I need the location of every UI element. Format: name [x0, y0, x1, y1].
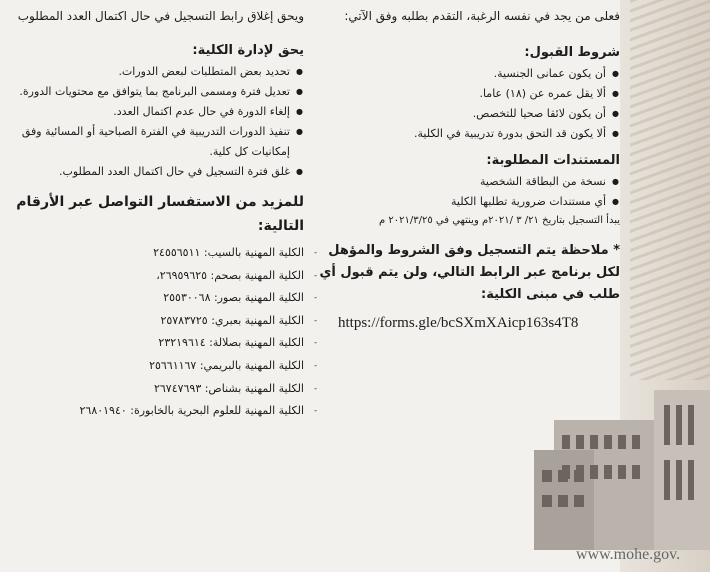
- documents-heading: المستندات المطلوبة:: [486, 153, 620, 168]
- list-item: - الكلية المهنية بصلالة: ٢٣٢١٩٦١٤: [4, 332, 304, 355]
- list-item: - الكلية المهنية بالبريمي: ٢٥٦٦١١٦٧: [4, 355, 304, 378]
- list-item: ● أن يكون لائقا صحيا للتخصص.: [318, 104, 606, 124]
- documents-list: [318, 172, 620, 212]
- college-building-image: [534, 380, 710, 550]
- registration-note: * ملاحظة يتم التسجيل وفق الشروط والمؤهل لكل برنامج عبر الرابط التالي، ولن يتم قبول أي طلب في مبنى الكلية:: [319, 243, 620, 302]
- list-item: - الكلية المهنية للعلوم البحرية بالخابورة: ٢٦٨٠١٩٤٠: [4, 400, 304, 423]
- contact-heading: للمزيد من الاستفسار التواصل عبر الأرقام التالية:: [16, 194, 304, 234]
- list-item: ● إلغاء الدورة في حال عدم اكتمال العدد.: [4, 102, 290, 122]
- list-item: ● أي مستندات ضرورية تطلبها الكلية: [318, 192, 606, 212]
- list-item: ● تنفيذ الدورات التدريبية في الفترة الصباحية أو المسائية وفق إمكانيات كل كلية.: [4, 122, 290, 162]
- list-item: ● نسخة من البطاقة الشخصية: [318, 172, 606, 192]
- website-watermark: www.mohe.gov.: [576, 546, 681, 563]
- admin-rights-heading: يحق لإدارة الكلية:: [192, 43, 304, 58]
- list-item: - الكلية المهنية بصحم: ٢٦٩٥٩٦٢٥،: [4, 265, 304, 288]
- registration-link[interactable]: https://forms.gle/bcSXmXAicp163s4T8: [338, 315, 579, 331]
- right-column: [318, 6, 620, 334]
- list-item: ● أن يكون عمانى الجنسية.: [318, 64, 606, 84]
- list-item: ● تحديد بعض المتطلبات لبعض الدورات.: [4, 62, 290, 82]
- phone-list: [4, 242, 304, 423]
- list-item: ● غلق فترة التسجيل في حال اكتمال العدد المطلوب.: [4, 162, 290, 182]
- left-column: [4, 6, 304, 423]
- list-item: ● تعديل فترة ومسمى البرنامج بما يتوافق مع محتويات الدورة.: [4, 82, 290, 102]
- list-item: - الكلية المهنية بشناص: ٢٦٧٤٧٦٩٣: [4, 378, 304, 401]
- list-item: - الكلية المهنية بصور: ٢٥٥٣٠٠٦٨: [4, 287, 304, 310]
- list-item: ● ألا يكون قد التحق بدورة تدريبية في الكلية.: [318, 124, 606, 144]
- intro-text: فعلى من يجد في نفسه الرغبة، التقدم بطلبه وفق الآتي:: [344, 9, 620, 23]
- list-item: ● ألا يقل عمره عن (١٨) عاما.: [318, 84, 606, 104]
- conditions-list: [318, 64, 620, 144]
- admin-rights-list: [4, 62, 304, 182]
- conditions-heading: شروط القبول:: [524, 45, 620, 60]
- list-item: - الكلية المهنية بالسيب: ٢٤٥٥٦٥١١: [4, 242, 304, 265]
- closing-text: ويحق إغلاق رابط التسجيل في حال اكتمال العدد المطلوب: [17, 9, 304, 23]
- registration-dates: يبدأ التسجيل بتاريخ ٢١/ ٣ /٢٠٢١م وينتهي في ٢٠٢١/٣/٢٥ م: [379, 215, 620, 226]
- list-item: - الكلية المهنية بعبري: ٢٥٧٨٣٧٢٥: [4, 310, 304, 333]
